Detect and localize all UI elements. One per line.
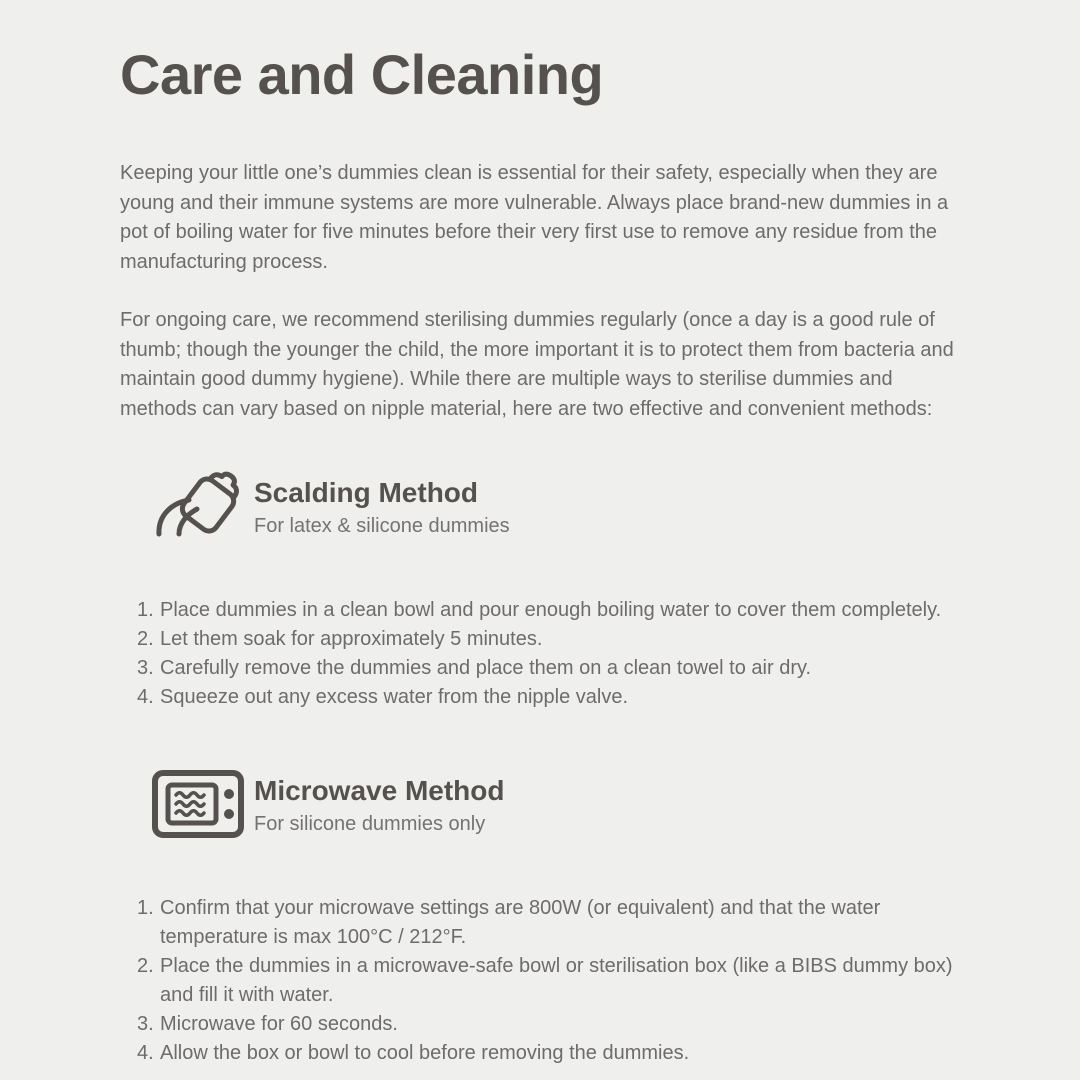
microwave-method-heading-block (254, 773, 504, 836)
list-item (120, 683, 962, 712)
intro-paragraph-2: For ongoing care, we recommend sterilising dummies regularly (once a day is a good rule of thumb; though the younger the child, the more important it is to protect them from bacteria and maintain good dummy hygiene). While there are multiple ways to sterilise dummies and methods can vary based on nipple material, here are two effective and convenient methods: (120, 309, 954, 420)
list-item (120, 1010, 962, 1039)
scalding-method-heading-block (254, 475, 510, 538)
microwave-method-title: Microwave Method (254, 774, 505, 806)
step-number: 1. (137, 897, 154, 919)
scalding-method-title: Scalding Method (254, 476, 478, 508)
step-number: 2. (137, 628, 154, 650)
step-text: Carefully remove the dummies and place them on a clean towel to air dry. (160, 657, 812, 679)
step-text: Place the dummies in a microwave-safe bowl or sterilisation box (like a BIBS dummy box) and fill it with water. (160, 955, 953, 1006)
scalding-method-header (148, 462, 962, 550)
list-item (120, 1039, 962, 1068)
kettle-pouring-icon (148, 462, 248, 550)
step-number: 1. (137, 599, 154, 621)
list-item (120, 654, 962, 683)
step-text: Place dummies in a clean bowl and pour enough boiling water to cover them completely. (160, 599, 942, 621)
step-text: Microwave for 60 seconds. (160, 1013, 398, 1035)
step-number: 3. (137, 1013, 154, 1035)
step-number: 4. (137, 686, 154, 708)
intro-paragraph-1: Keeping your little one’s dummies clean is essential for their safety, especially when they are young and their immune systems are more vulnerable. Always place brand-new dummies in a pot of boiling water for five minutes before their very first use to remove any residue from the manufacturing process. (120, 162, 949, 273)
page-title: Care and Cleaning (120, 43, 604, 106)
step-number: 3. (137, 657, 154, 679)
list-item (120, 952, 962, 1010)
step-text: Allow the box or bowl to cool before removing the dummies. (160, 1042, 690, 1064)
microwave-method-subtitle: For silicone dummies only (254, 812, 486, 835)
list-item (120, 625, 962, 654)
step-number: 4. (137, 1042, 154, 1064)
list-item (120, 596, 962, 625)
microwave-method-header (148, 760, 962, 848)
microwave-steps-list (120, 894, 962, 1068)
list-item (120, 894, 962, 952)
step-number: 2. (137, 955, 154, 977)
scalding-steps-list (120, 596, 962, 712)
step-text: Let them soak for approximately 5 minutes. (160, 628, 543, 650)
microwave-icon (148, 760, 248, 848)
step-text: Squeeze out any excess water from the nipple valve. (160, 686, 629, 708)
scalding-method-subtitle: For latex & silicone dummies (254, 514, 510, 537)
step-text: Confirm that your microwave settings are 800W (or equivalent) and that the water temperature is max 100°C / 212°F. (160, 897, 881, 948)
